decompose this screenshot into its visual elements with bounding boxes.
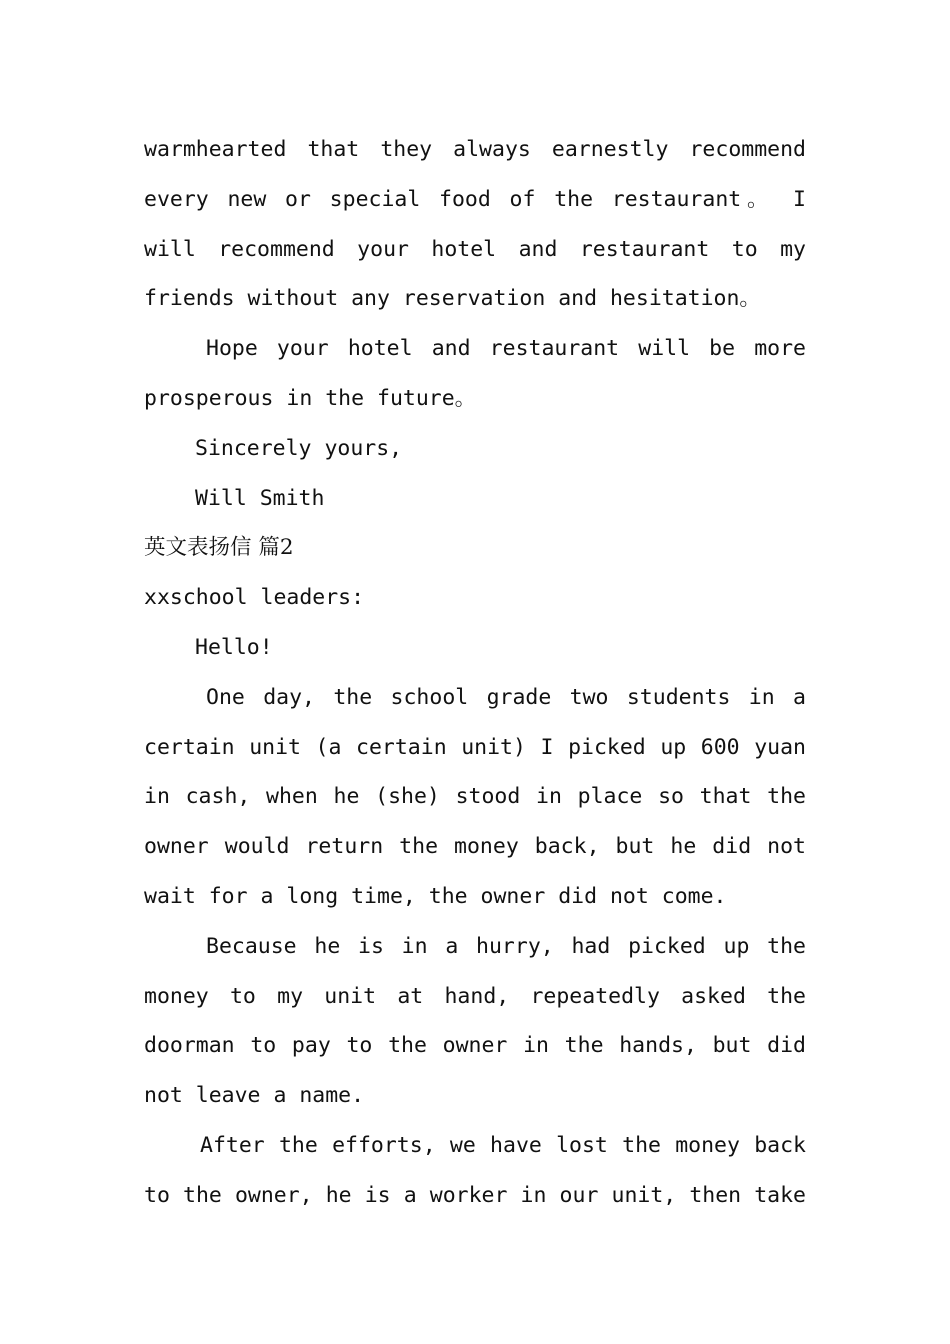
text-line: warmhearted that they always earnestly recommend xyxy=(144,137,806,162)
text-line: in cash, when he (she) stood in place so that the xyxy=(144,784,806,810)
text-line: certain unit (a certain unit) I picked up 600 yuan xyxy=(144,734,806,760)
salutation: xxschool leaders: xyxy=(144,585,365,611)
text-line: owner would return the money back, but he did not xyxy=(144,834,806,860)
text-line: prosperous in the future。 xyxy=(144,385,477,411)
text-line: money to my unit at hand, repeatedly asked the xyxy=(144,983,806,1009)
text-line: Because he is in a hurry, had picked up the xyxy=(206,933,806,959)
text-line: Hope your hotel and restaurant will be more xyxy=(206,336,806,362)
text-line: doorman to pay to the owner in the hands, but did xyxy=(144,1033,806,1059)
signature-name: Will Smith xyxy=(195,485,325,511)
closing: Sincerely yours, xyxy=(195,435,403,461)
text-line: to the owner, he is a worker in our unit, then take xyxy=(144,1182,806,1208)
text-line: After the efforts, we have lost the money back xyxy=(200,1132,806,1158)
text-line: One day, the school grade two students in a xyxy=(206,684,806,710)
section-heading: 英文表扬信 篇2 xyxy=(144,535,294,561)
document-body xyxy=(144,125,806,1221)
text-line: not leave a name. xyxy=(144,1083,365,1109)
text-line: will recommend your hotel and restaurant to my xyxy=(144,236,806,262)
greeting: Hello! xyxy=(195,634,273,660)
text-line: wait for a long time, the owner did not come. xyxy=(144,883,727,909)
text-line: friends without any reservation and hesitation。 xyxy=(144,286,761,312)
text-line: every new or special food of the restaurant。 I xyxy=(144,186,806,212)
